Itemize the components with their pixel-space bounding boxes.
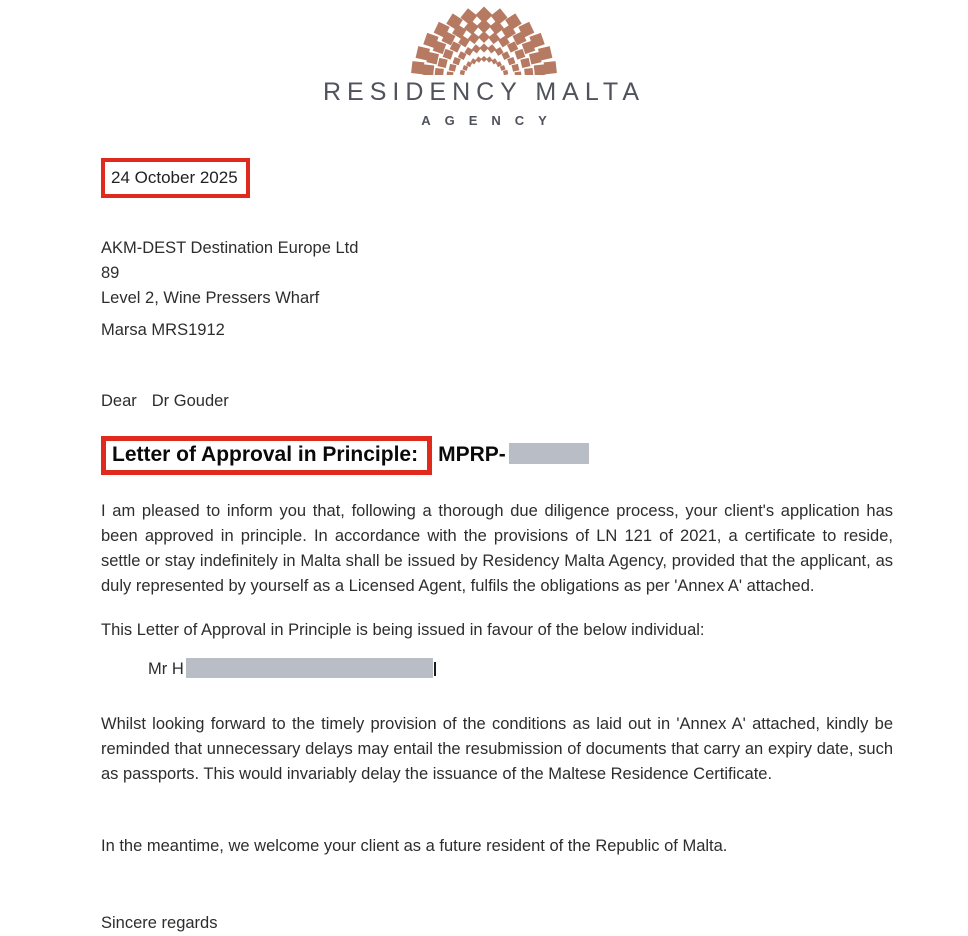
subject-highlight-box: Letter of Approval in Principle:: [101, 436, 432, 475]
closing: Sincere regards: [101, 914, 218, 932]
favour-line: This Letter of Approval in Principle is being issued in favour of the below individual:: [101, 621, 705, 639]
fan-logo-icon: [0, 5, 968, 75]
salutation-name: Dr Gouder: [151, 392, 229, 410]
date-highlight-box: [101, 158, 250, 198]
beneficiary-line: [101, 657, 893, 682]
logo-subtitle: AGENCY: [421, 113, 561, 128]
body-paragraph-1: I am pleased to inform you that, following a thorough due diligence process, your client's application has been approved in principle. In accordance with the provisions of LN 121 of 2021, a certificate to reside, settle or stay indefinitely in Malta shall be issued by Residency Malta Agency, provided that the applicant, as duly represented by yourself as a Licensed Agent, fulfils the obligations as per 'Annex A' attached.: [101, 502, 893, 595]
recipient-city: Marsa MRS1912: [101, 321, 225, 339]
salutation: [101, 389, 893, 414]
logo-wordmark: RESIDENCY MALTA: [323, 78, 645, 106]
recipient-street: Level 2, Wine Pressers Wharf: [101, 289, 320, 307]
letter-content: [101, 128, 893, 936]
subject-line: [101, 436, 893, 475]
salutation-prefix: Dear: [101, 392, 137, 410]
subject-reference-prefix: MPRP-: [438, 443, 506, 466]
reference-redaction-box: [509, 443, 589, 464]
partially-redacted-character: [434, 662, 436, 676]
body-paragraph-3: In the meantime, we welcome your client as a future resident of the Republic of Malta.: [101, 837, 728, 855]
beneficiary-prefix: Mr H: [148, 660, 184, 678]
recipient-address: [101, 236, 893, 343]
recipient-company: AKM-DEST Destination Europe Ltd: [101, 239, 359, 257]
letter-date: 24 October 2025: [111, 168, 238, 187]
beneficiary-redaction-box: [186, 658, 433, 678]
body-paragraph-2: Whilst looking forward to the timely provision of the conditions as laid out in 'Annex A' attached, kindly be reminded that unnecessary delays may entail the resubmission of documents that carry an expiry date, such as passports. This would invariably delay the issuance of the Maltese Residence Certificate.: [101, 715, 893, 783]
agency-logo: [0, 0, 968, 128]
recipient-street-number: 89: [101, 264, 120, 282]
